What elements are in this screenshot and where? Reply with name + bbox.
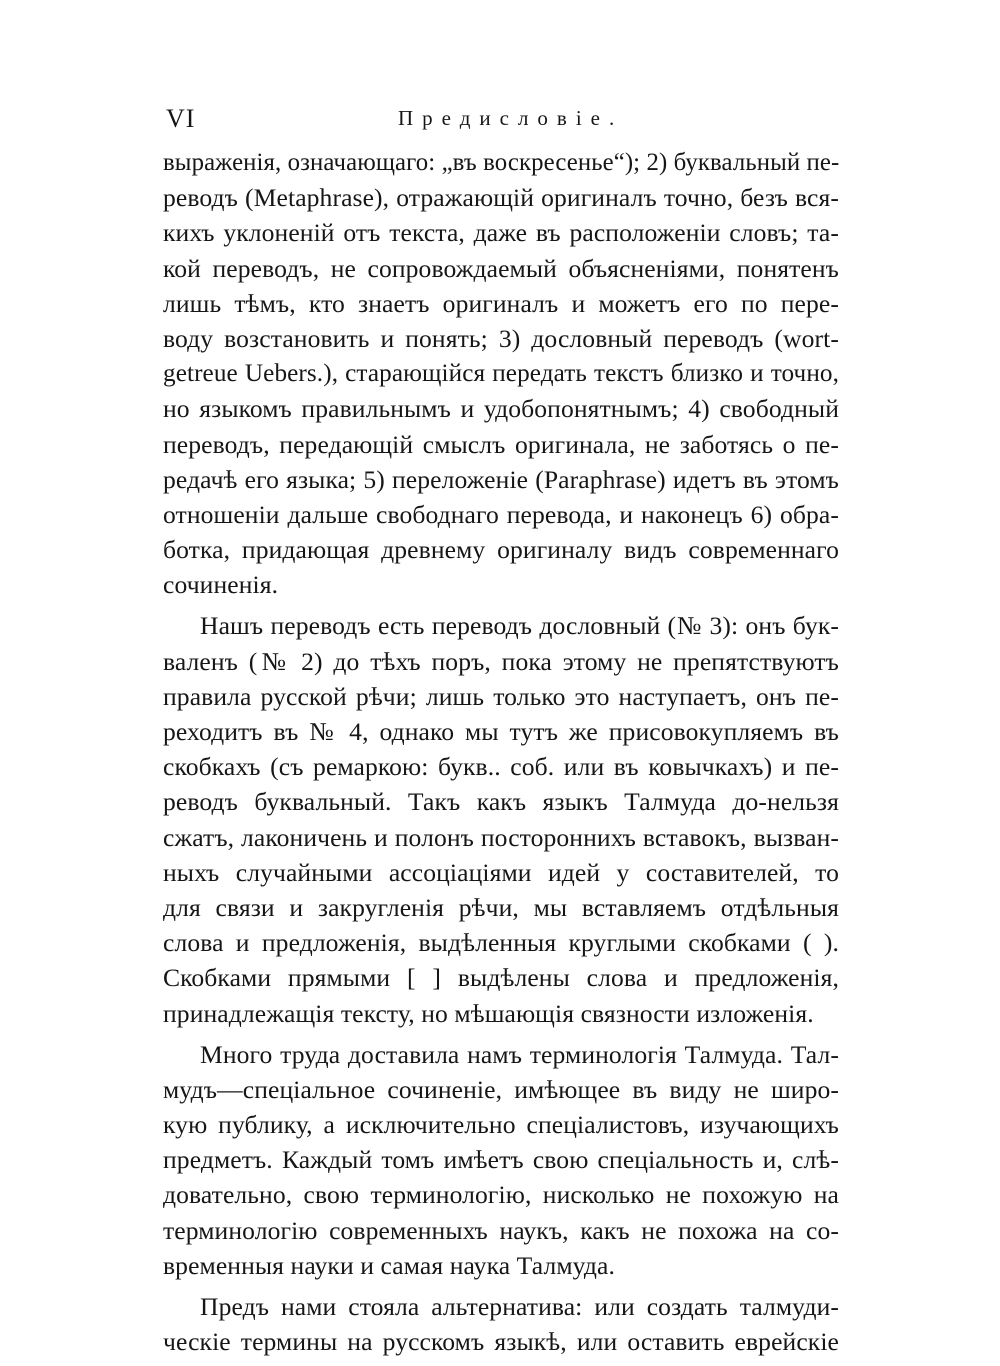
paragraph bbox=[163, 145, 839, 602]
text-line: мудъ—спеціальное сочиненіе, имѣющее въ виду не широ- bbox=[163, 1074, 839, 1104]
text-line: но языкомъ правильнымъ и удобопонятнымъ; 4) свободный bbox=[163, 394, 839, 424]
text-line: редачѣ его языка; 5) переложеніе (Paraphrase) идетъ въ этомъ bbox=[163, 464, 839, 494]
text-line: принадлежащія тексту, но мѣшающія связности изложенія. bbox=[163, 998, 814, 1028]
text-line: сжатъ, лаконичень и полонъ постороннихъ вставокъ, вызван- bbox=[163, 822, 839, 852]
paragraph bbox=[163, 1289, 839, 1359]
text-line: переводъ, передающій смыслъ оригинала, не заботясь о пе- bbox=[163, 429, 839, 459]
text-line: Предъ нами стояла альтернатива: или создать талмуди- bbox=[200, 1292, 839, 1321]
text-line: реходитъ въ № 4, однако мы тутъ же присовокупляемъ въ bbox=[163, 717, 839, 746]
page-header bbox=[166, 104, 838, 138]
text-line: реводъ (Metaphrase), отражающій оригиналъ точно, безъ вся- bbox=[163, 183, 839, 213]
running-title: Предисловіе. bbox=[398, 106, 624, 130]
text-line: валенъ (№ 2) до тѣхъ поръ, пока этому не препятствуютъ bbox=[163, 646, 839, 676]
text-line: правила русской рѣчи; лишь только это наступаетъ, онъ пе- bbox=[163, 681, 839, 711]
text-line: кихъ уклоненій отъ текста, даже въ расположеніи словъ; та- bbox=[163, 218, 839, 248]
text-line: для связи и закругленія рѣчи, мы вставляемъ отдѣльныя bbox=[163, 892, 839, 922]
text-line: кой переводъ, не сопровождаемый объясненіями, понятенъ bbox=[163, 253, 839, 283]
text-line: кую публику, а исключительно спеціалистовъ, изучающихъ bbox=[163, 1110, 839, 1140]
text-line: Много труда доставила намъ терминологія Талмуда. Тал- bbox=[200, 1039, 839, 1069]
text-line: временныя науки и самая наука Талмуда. bbox=[163, 1250, 615, 1280]
text-line: слова и предложенія, выдѣленныя круглыми скобками ( ). bbox=[163, 928, 839, 958]
text-line: ныхъ случайными ассоціаціями идей у составителей, то bbox=[163, 857, 839, 887]
text-line: реводъ буквальный. Такъ какъ языкъ Талмуда до-нельзя bbox=[163, 787, 839, 817]
page-number: VI bbox=[166, 104, 196, 133]
text-line: отношеніи дальше свободнаго перевода, и наконецъ 6) обра- bbox=[163, 499, 839, 529]
paragraph bbox=[163, 608, 839, 1030]
text-line: ботка, придающая древнему оригиналу видъ современнаго bbox=[163, 535, 839, 565]
text-line: довательно, свою терминологію, нисколько не похожую на bbox=[163, 1180, 839, 1210]
text-line: сочиненія. bbox=[163, 570, 279, 600]
text-line: терминологію современныхъ наукъ, какъ не похожа на со- bbox=[163, 1215, 839, 1245]
text-line: ческіе термины на русскомъ языкѣ, или оставить еврейскіе bbox=[163, 1327, 839, 1357]
text-line: Скобками прямыми [ ] выдѣлены слова и предложенія, bbox=[163, 963, 839, 993]
paragraph bbox=[163, 1037, 839, 1283]
text-line: воду возстановить и понять; 3) дословный переводъ (wort- bbox=[163, 323, 839, 353]
text-line: лишь тѣмъ, кто знаетъ оригиналъ и можетъ его по пере- bbox=[163, 288, 839, 318]
text-line: Нашъ переводъ есть переводъ дословный (№ 3): онъ бук- bbox=[200, 611, 839, 641]
text-line: предметъ. Каждый томъ имѣетъ свою спеціальность и, слѣ- bbox=[163, 1145, 839, 1175]
text-line: скобкахъ (съ ремаркою: букв.. соб. или въ ковычкахъ) и пе- bbox=[163, 752, 839, 782]
body-text bbox=[163, 145, 839, 1359]
text-line: выраженія, означающаго: „въ воскресенье“); 2) буквальный пе- bbox=[163, 149, 840, 176]
text-line: getreue Uebers.), старающійся передать текстъ близко и точно, bbox=[163, 360, 839, 388]
